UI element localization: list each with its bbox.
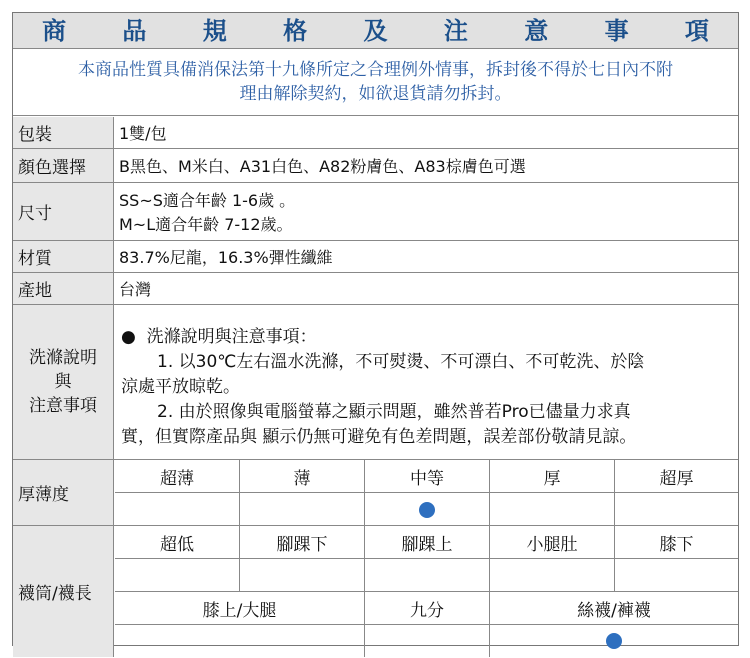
length-option: 九分 xyxy=(365,592,490,625)
spec-row-care xyxy=(13,305,738,460)
notice-line-1: 本商品性質具備消保法第十九條所定之合理例外情事，拆封後不得於七日內不附 xyxy=(78,60,673,80)
thickness-option: 超薄 xyxy=(115,460,240,493)
length-grid xyxy=(115,526,738,657)
spec-label-care xyxy=(13,305,114,459)
bullet-icon: ● xyxy=(121,327,136,347)
page-title: 商 品 規 格 及 注 意 事 項 xyxy=(13,13,738,49)
care-heading: 洗滌說明與注意事項： xyxy=(146,327,317,347)
spec-value-size xyxy=(115,183,738,240)
length-marker-cell xyxy=(240,559,365,592)
care-item-2-line-2: 實，但實際產品與 顯示仍無可避免有色差問題，誤差部份敬請見諒。 xyxy=(121,427,637,447)
thickness-marker-cell xyxy=(115,493,240,526)
spec-row-size xyxy=(13,183,738,241)
size-line-2: M~L適合年齡 7-12歲。 xyxy=(119,215,293,234)
notice-line-2: 理由解除契約，如欲退貨請勿拆封。 xyxy=(239,84,512,104)
selected-marker-icon xyxy=(419,502,435,518)
length-option: 膝上/大腿 xyxy=(115,592,365,625)
care-label-line-3: 注意事項 xyxy=(29,396,97,416)
length-marker-cell xyxy=(365,559,490,592)
spec-value-package: 1雙/包 xyxy=(119,124,167,143)
thickness-option: 中等 xyxy=(365,460,490,493)
length-marker-cell xyxy=(490,559,615,592)
care-instructions xyxy=(115,305,738,459)
selected-marker-icon xyxy=(606,633,622,649)
care-heading-row xyxy=(121,325,730,350)
spec-row-package xyxy=(13,117,738,149)
care-label-line-2: 與 xyxy=(54,372,72,392)
thickness-option: 厚 xyxy=(490,460,615,493)
spec-row-origin xyxy=(13,273,738,305)
spec-value-color: B黑色、M米白、A31白色、A82粉膚色、A83棕膚色可選 xyxy=(119,157,526,176)
spec-label-size: 尺寸 xyxy=(13,183,114,240)
spec-value-origin: 台灣 xyxy=(119,280,152,299)
spec-label-length: 襪筒/襪長 xyxy=(13,526,114,657)
length-marker-cell xyxy=(615,559,738,592)
spec-row-color xyxy=(13,149,738,183)
spec-table xyxy=(12,12,739,646)
length-option: 絲襪/褲襪 xyxy=(490,592,738,625)
care-item-1-line-2: 涼處平放晾乾。 xyxy=(121,377,240,397)
length-option: 膝下 xyxy=(615,526,738,559)
length-marker-cell xyxy=(115,625,365,657)
spec-label-material: 材質 xyxy=(13,241,114,272)
thickness-marker-cell xyxy=(240,493,365,526)
length-marker-cell xyxy=(365,625,490,657)
thickness-option: 超厚 xyxy=(615,460,738,493)
spec-row-length xyxy=(13,526,738,657)
length-option: 腳踝上 xyxy=(365,526,490,559)
care-label-line-1: 洗滌說明 xyxy=(29,348,97,368)
length-option: 小腿肚 xyxy=(490,526,615,559)
spec-label-thickness: 厚薄度 xyxy=(13,460,114,525)
care-item-2-line-1: 2. 由於照像與電腦螢幕之顯示問題，雖然普若Pro已儘量力求真 xyxy=(157,402,631,422)
thickness-option: 薄 xyxy=(240,460,365,493)
care-item-1-line-1: 1. 以30℃左右溫水洗滌，不可熨燙、不可漂白、不可乾洗、於陰 xyxy=(157,352,645,372)
length-option: 腳踝下 xyxy=(240,526,365,559)
spec-label-origin: 產地 xyxy=(13,273,114,304)
length-marker-cell xyxy=(490,625,738,657)
thickness-marker-cell xyxy=(490,493,615,526)
spec-value-material: 83.7%尼龍，16.3%彈性纖維 xyxy=(119,248,333,267)
spec-row-material xyxy=(13,241,738,273)
length-marker-cell xyxy=(115,559,240,592)
thickness-marker-cell xyxy=(615,493,738,526)
return-policy-notice xyxy=(13,50,738,116)
spec-row-thickness xyxy=(13,460,738,526)
thickness-grid xyxy=(115,460,738,525)
size-line-1: SS~S適合年齡 1-6歲 。 xyxy=(119,191,296,210)
spec-label-color: 顏色選擇 xyxy=(13,149,114,182)
length-option: 超低 xyxy=(115,526,240,559)
thickness-marker-cell xyxy=(365,493,490,526)
spec-label-package: 包裝 xyxy=(13,117,114,148)
